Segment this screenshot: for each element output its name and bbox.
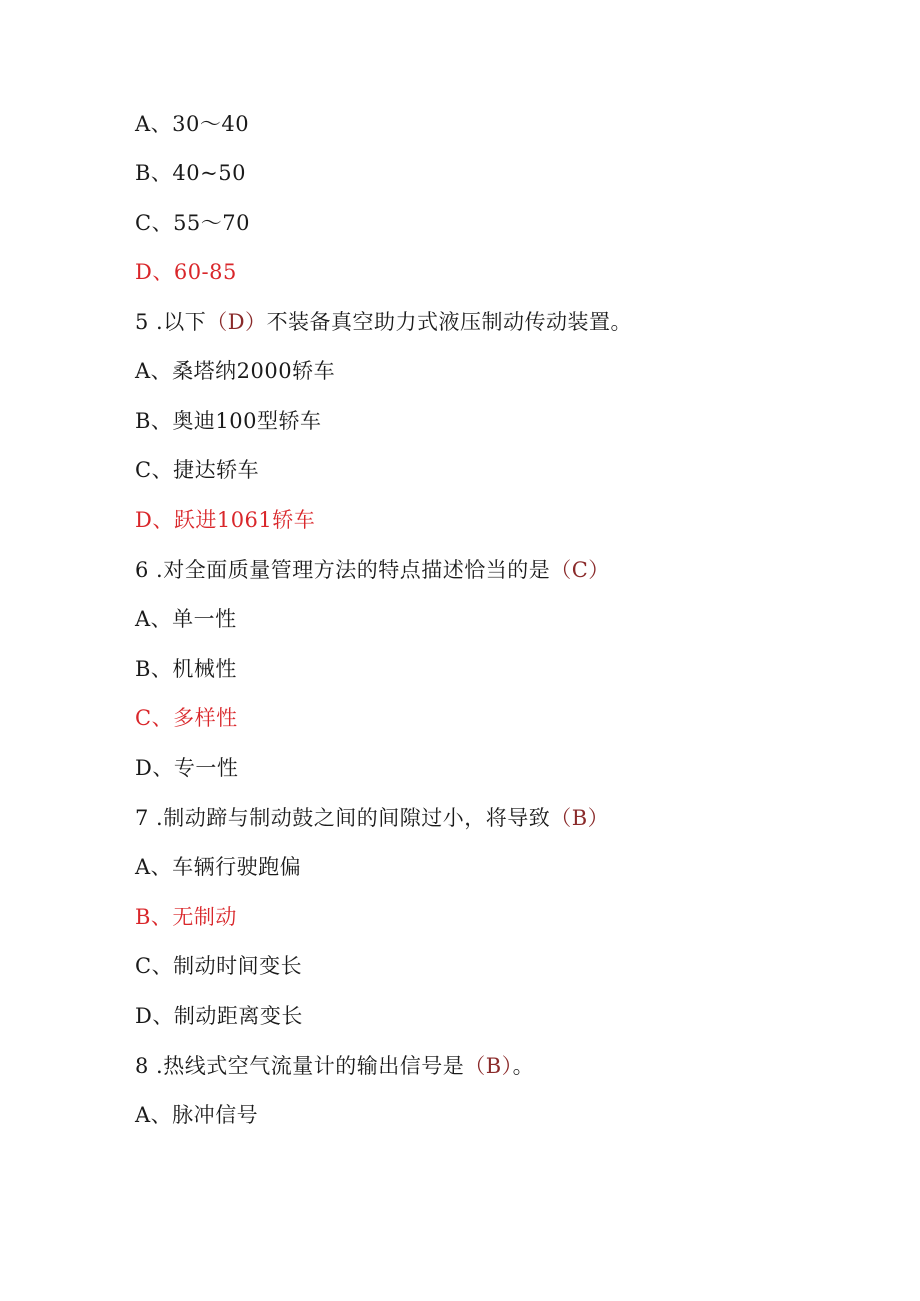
option-a-q6: A、单一性 xyxy=(135,607,237,631)
option-b-q7-correct: B、无制动 xyxy=(135,905,237,929)
question-6-answer: （C） xyxy=(550,558,610,582)
question-5-suffix: 不装备真空助力式液压制动传动装置。 xyxy=(266,310,633,334)
question-6-prefix: 6 .对全面质量管理方法的特点描述恰当的是 xyxy=(135,558,551,582)
option-c-q7: C、制动时间变长 xyxy=(135,954,303,978)
option-d-q5-correct: D、跃进1061轿车 xyxy=(135,508,316,532)
option-c-q5: C、捷达轿车 xyxy=(135,458,260,482)
question-8-prefix: 8 .热线式空气流量计的输出信号是 xyxy=(135,1054,465,1078)
question-5-prefix: 5 .以下 xyxy=(135,310,207,334)
option-d-q4-correct: D、60-85 xyxy=(135,260,237,284)
question-8-answer: （B） xyxy=(464,1054,513,1078)
option-c-q4: C、55～70 xyxy=(135,211,251,235)
option-b-q6: B、机械性 xyxy=(135,657,237,681)
option-b-q4: B、40~50 xyxy=(135,161,246,185)
option-a-q7: A、车辆行驶跑偏 xyxy=(135,855,302,879)
question-6 xyxy=(135,556,610,584)
option-d-q7: D、制动距离变长 xyxy=(135,1004,303,1028)
option-d-q6: D、专一性 xyxy=(135,756,239,780)
option-a-q4: A、30～40 xyxy=(135,112,250,136)
option-c-q6-correct: C、多样性 xyxy=(135,706,238,730)
question-7-prefix: 7 .制动蹄与制动鼓之间的间隙过小，将导致 xyxy=(135,806,551,830)
option-a-q8: A、脉冲信号 xyxy=(135,1103,259,1127)
question-5-answer: （D） xyxy=(206,310,267,334)
question-8 xyxy=(135,1052,534,1080)
option-b-q5: B、奥迪100型轿车 xyxy=(135,409,322,433)
question-5 xyxy=(135,308,632,336)
question-7 xyxy=(135,804,609,832)
question-7-answer: （B） xyxy=(550,806,610,830)
question-8-suffix: 。 xyxy=(512,1054,535,1078)
option-a-q5: A、桑塔纳2000轿车 xyxy=(135,359,336,383)
